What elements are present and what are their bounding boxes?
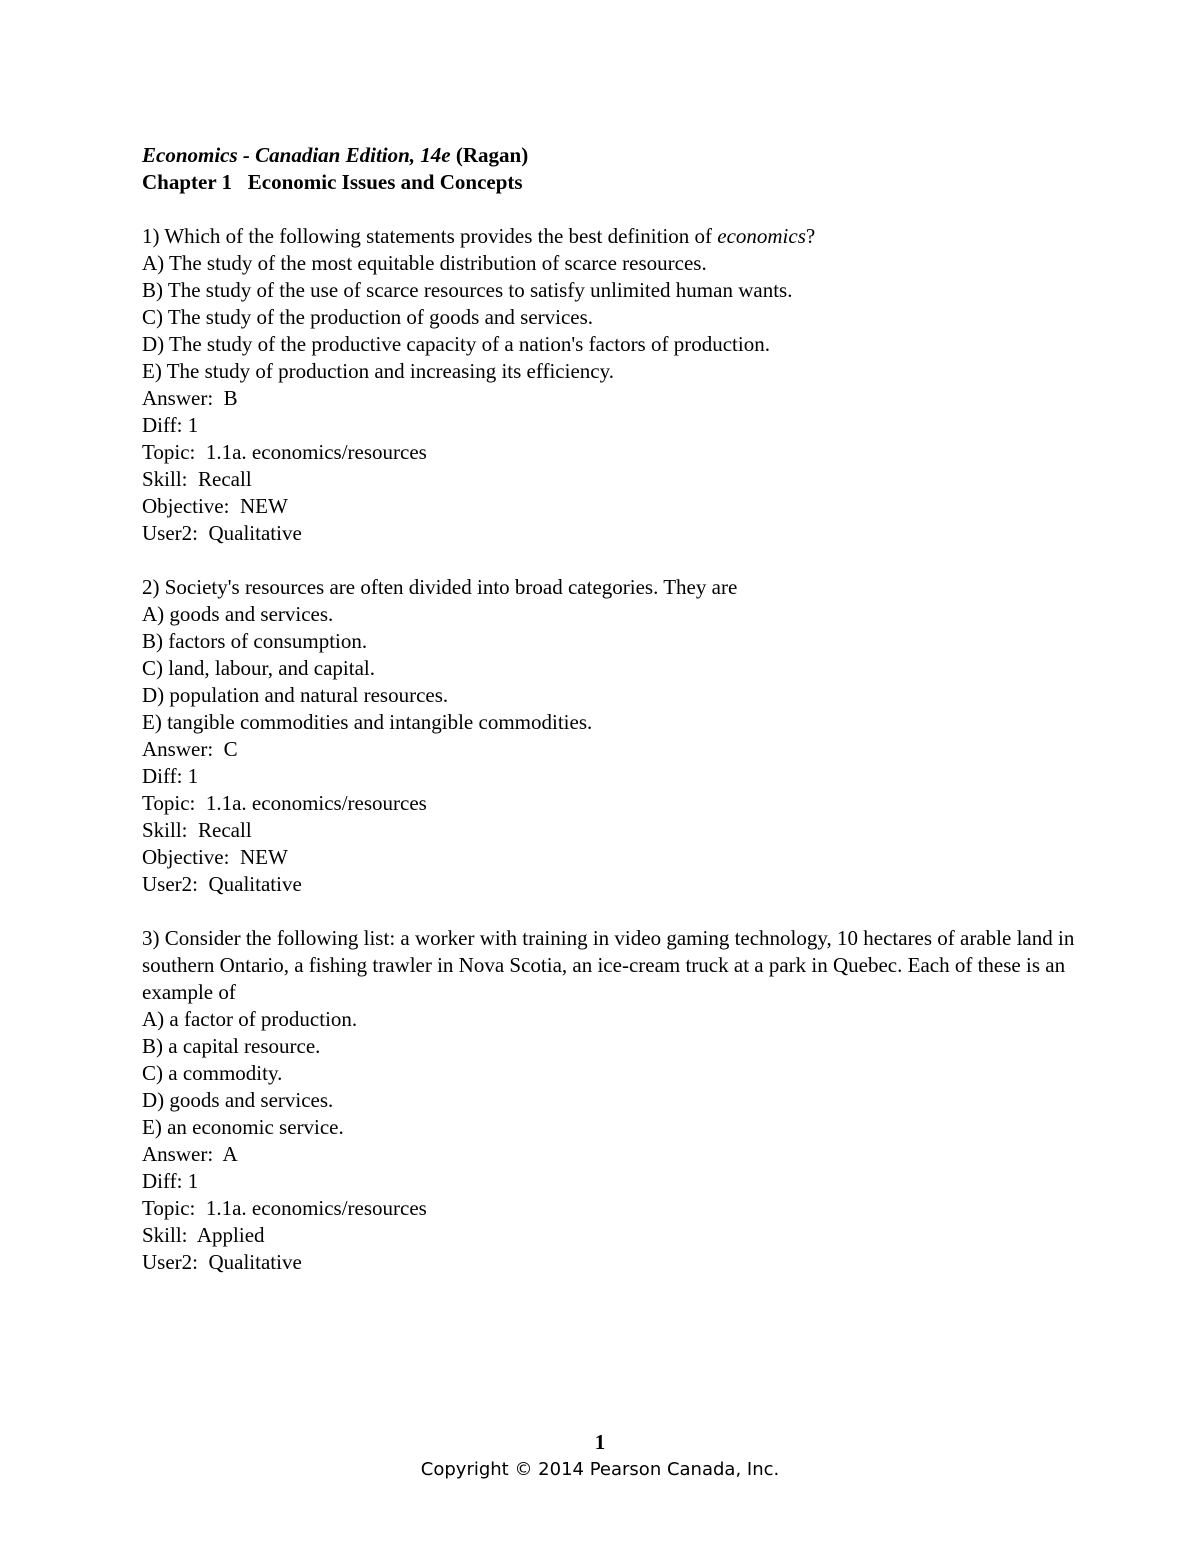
difficulty: Diff: 1 <box>142 1169 199 1193</box>
option-d: D) The study of the productive capacity of a nation's factors of production. <box>142 332 770 356</box>
option-e: E) The study of production and increasing its efficiency. <box>142 359 614 383</box>
question-stem: 2) Society's resources are often divided into broad categories. They are <box>142 575 738 599</box>
question-stem: 1) Which of the following statements provides the best definition of economics? <box>142 224 816 248</box>
difficulty: Diff: 1 <box>142 764 199 788</box>
chapter-heading <box>142 169 1082 196</box>
chapter-label: Chapter 1 <box>142 170 233 194</box>
option-e: E) an economic service. <box>142 1115 344 1139</box>
chapter-title: Economic Issues and Concepts <box>247 170 523 194</box>
option-c: C) land, labour, and capital. <box>142 656 375 680</box>
spacer <box>142 196 1082 223</box>
option-a: A) a factor of production. <box>142 1007 358 1031</box>
option-b: B) The study of the use of scarce resources to satisfy unlimited human wants. <box>142 278 793 302</box>
user2: User2: Qualitative <box>142 872 302 896</box>
option-d: D) goods and services. <box>142 1088 334 1112</box>
option-d: D) population and natural resources. <box>142 683 449 707</box>
skill: Skill: Recall <box>142 467 252 491</box>
copyright-notice: Copyright © 2014 Pearson Canada, Inc. <box>420 1459 780 1480</box>
topic: Topic: 1.1a. economics/resources <box>142 1196 427 1220</box>
option-a: A) The study of the most equitable distribution of scarce resources. <box>142 251 707 275</box>
skill: Skill: Recall <box>142 818 252 842</box>
option-b: B) factors of consumption. <box>142 629 368 653</box>
page-number: 1 <box>594 1430 606 1454</box>
question-3 <box>142 925 1082 1276</box>
objective: Objective: NEW <box>142 494 288 518</box>
question-1 <box>142 223 1082 547</box>
answer: Answer: A <box>142 1142 238 1166</box>
user2: User2: Qualitative <box>142 1250 302 1274</box>
option-e: E) tangible commodities and intangible commodities. <box>142 710 593 734</box>
book-title: Economics - Canadian Edition, 14e <box>142 143 451 167</box>
option-c: C) a commodity. <box>142 1061 283 1085</box>
answer: Answer: B <box>142 386 238 410</box>
answer: Answer: C <box>142 737 238 761</box>
option-c: C) The study of the production of goods and services. <box>142 305 594 329</box>
book-author: (Ragan) <box>450 143 529 167</box>
difficulty: Diff: 1 <box>142 413 199 437</box>
objective: Objective: NEW <box>142 845 288 869</box>
option-a: A) goods and services. <box>142 602 334 626</box>
question-stem: 3) Consider the following list: a worker with training in video gaming technology, 10 hectares of arable land in southern Ontario, a fishing trawler in Nova Scotia, an ice-cream truck at a park in Quebec. Each of these is an example of <box>142 926 1080 1004</box>
emphasized-term: economics <box>717 224 806 248</box>
skill: Skill: Applied <box>142 1223 265 1247</box>
document-body <box>142 142 1082 1303</box>
book-title-line <box>142 142 1082 169</box>
option-b: B) a capital resource. <box>142 1034 321 1058</box>
question-2 <box>142 574 1082 898</box>
user2: User2: Qualitative <box>142 521 302 545</box>
topic: Topic: 1.1a. economics/resources <box>142 791 427 815</box>
topic: Topic: 1.1a. economics/resources <box>142 440 427 464</box>
